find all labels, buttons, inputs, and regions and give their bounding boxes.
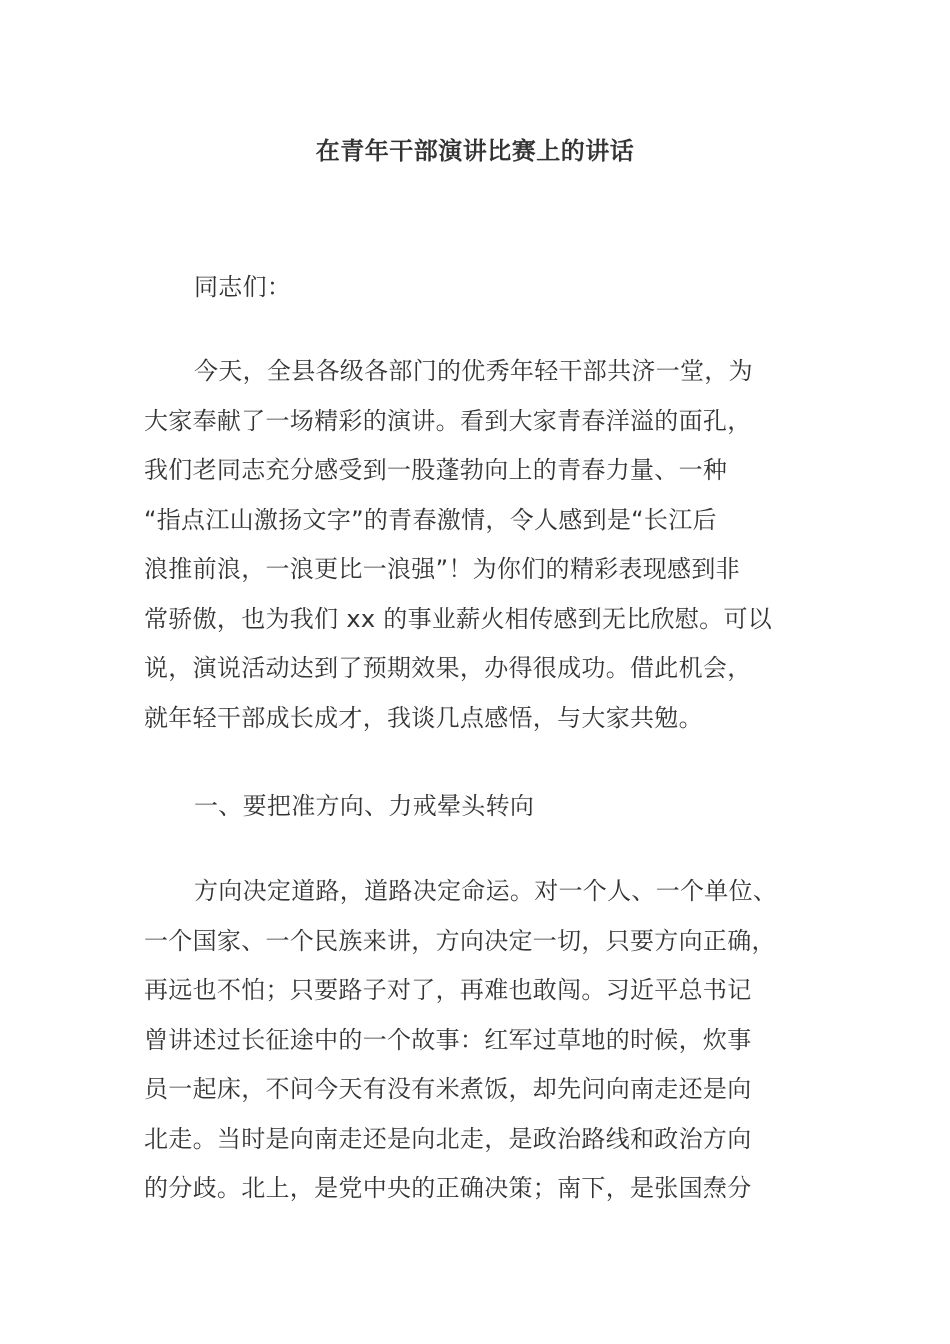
section-heading: 一、要把准方向、力戒晕头转向 — [194, 792, 535, 820]
paragraph-line: 常骄傲，也为我们 xx 的事业薪火相传感到无比欣慰。可以 — [144, 604, 773, 633]
paragraph-line: 再远也不怕；只要路子对了，再难也敢闯。习近平总书记 — [144, 976, 752, 1004]
paragraph-line: 曾讲述过长征途中的一个故事：红军过草地的时候，炊事 — [144, 1025, 752, 1054]
paragraph-2 — [144, 867, 809, 1214]
paragraph-line: 大家奉献了一场精彩的演讲。看到大家青春洋溢的面孔， — [144, 406, 752, 435]
paragraph-line: 就年轻干部成长成才，我谈几点感悟，与大家共勉。 — [144, 703, 703, 732]
paragraph-line: 说，演说活动达到了预期效果，办得很成功。借此机会， — [144, 654, 752, 682]
paragraph-line: 今天，全县各级各部门的优秀年轻干部共济一堂，为 — [194, 357, 753, 385]
section-1-heading-paragraph — [144, 782, 809, 832]
document-title: 在青年干部演讲比赛上的讲话 — [315, 137, 635, 165]
greeting-text: 同志们： — [194, 273, 292, 301]
paragraph-line: 浪推前浪，一浪更比一浪强”！为你们的精彩表现感到非 — [144, 555, 740, 583]
paragraph-line: 方向决定道路，道路决定命运。对一个人、一个单位、 — [194, 877, 778, 905]
paragraph-line: 北走。当时是向南走还是向北走，是政治路线和政治方向 — [144, 1124, 752, 1153]
paragraph-line: 一个国家、一个民族来讲，方向决定一切，只要方向正确， — [144, 926, 776, 955]
paragraph-line: 的分歧。北上，是党中央的正确决策；南下，是张国焘分 — [144, 1174, 752, 1202]
paragraph-1 — [144, 347, 809, 743]
paragraph-line: 我们老同志充分感受到一股蓬勃向上的青春力量、一种 — [144, 456, 728, 484]
greeting-paragraph — [144, 263, 809, 313]
paragraph-line: “指点江山激扬文字”的青春激情，令人感到是“长江后 — [144, 505, 717, 534]
paragraph-line: 员一起床，不问今天有没有米煮饭，却先问向南走还是向 — [144, 1075, 752, 1103]
